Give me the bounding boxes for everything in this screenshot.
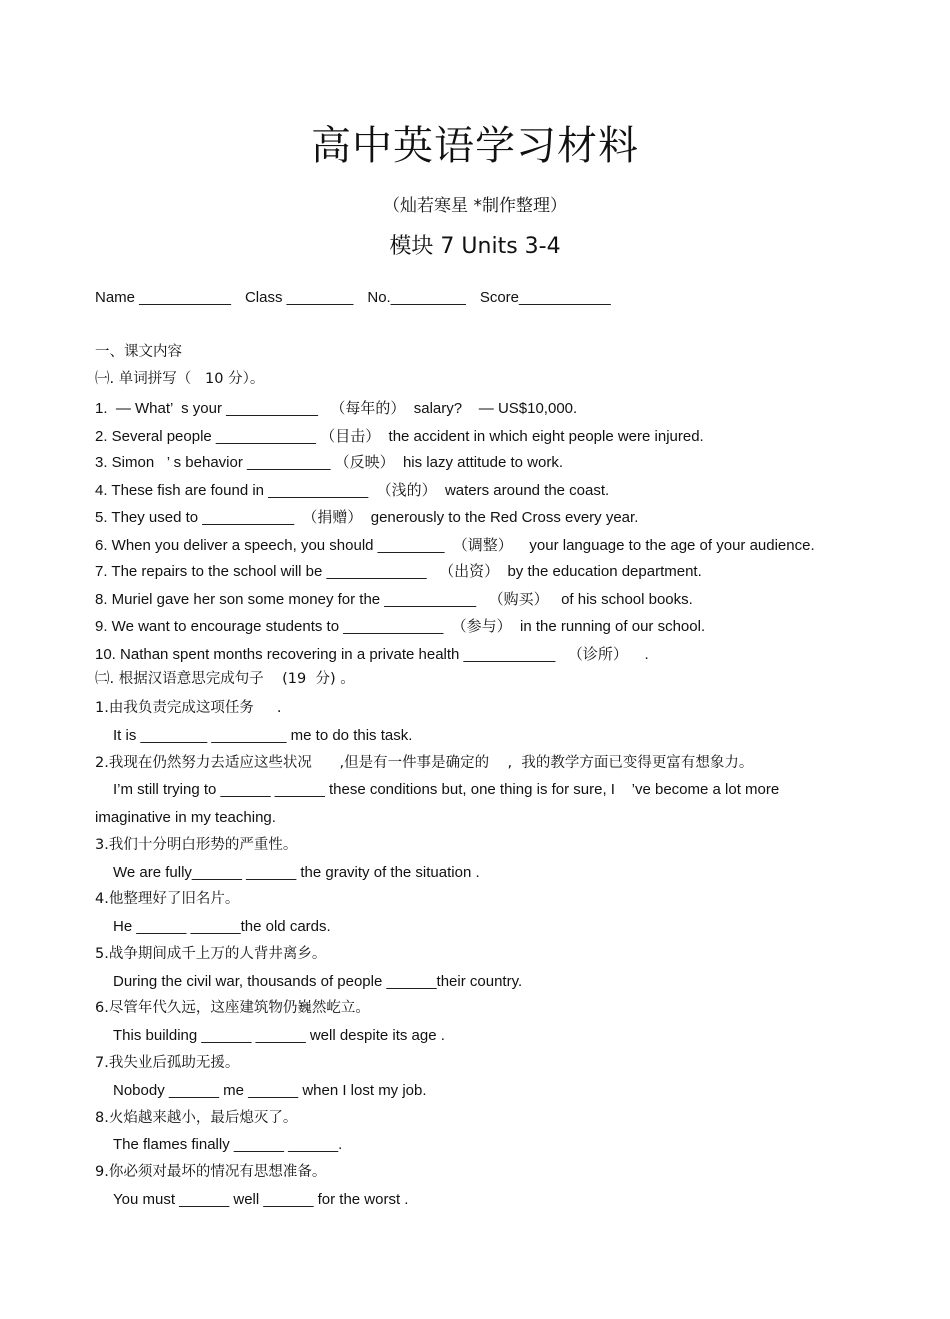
spelling-item: 2. Several people ____________ （目击） the accident in which eight people were injured. [95,428,704,445]
sentence-chinese: 3.我们十分明白形势的严重性。 [95,837,298,853]
sentence-english: During the civil war, thousands of people ______their country. [113,973,523,990]
spelling-item: 1. — What’ s your ___________ （每年的） salary? — US$10,000. [95,400,578,417]
sentence-chinese: 4.他整理好了旧名片。 [95,891,240,907]
document-title: 高中英语学习材料 [311,123,639,169]
sentence-english: I’m still trying to ______ ______ these conditions but, one thing is for sure, I ’ve become a lot more [113,781,780,798]
class-field: Class ________ [244,289,354,306]
sentence-english: It is ________ _________ me to do this task. [113,727,413,744]
spelling-item: 3. Simon ’ s behavior __________ （反映） his lazy attitude to work. [95,454,564,471]
spelling-item: 5. They used to ___________ （捐赠） generously to the Red Cross every year. [95,509,639,526]
score-field: Score___________ [479,289,611,306]
sentence-english: He ______ ______the old cards. [113,918,331,935]
sentence-english: This building ______ ______ well despite its age . [113,1027,445,1044]
spelling-item: 10. Nathan spent months recovering in a private health ___________ （诊所） . [95,646,649,663]
sentence-chinese: 1.由我负责完成这项任务 . [95,700,282,716]
sentence-chinese: 8.火焰越来越小，最后熄灭了。 [95,1110,298,1126]
sentence-chinese: 6.尽管年代久远，这座建筑物仍巍然屹立。 [95,1000,370,1016]
spelling-item: 8. Muriel gave her son some money for the ___________ （购买） of his school books. [95,591,693,608]
part1-heading: ㈠. 单词拼写（ 10 分）。 [95,371,265,387]
section-heading: 一、课文内容 [95,344,182,360]
sentence-chinese: 9.你必须对最坏的情况有思想准备。 [95,1164,327,1180]
sentence-chinese: 5.战争期间成千上万的人背井离乡。 [95,946,327,962]
part2-heading: ㈡. 根据汉语意思完成句子 (19 分) 。 [95,671,355,687]
student-info-row [95,288,625,308]
sentence-chinese: 7.我失业后孤助无援。 [95,1055,240,1071]
name-field: Name ___________ [95,289,231,306]
sentence-english: We are fully______ ______ the gravity of the situation . [113,864,480,881]
module-heading: 模块 7 Units 3-4 [389,234,561,259]
sentence-english-continued: imaginative in my teaching. [95,809,276,826]
spelling-item: 7. The repairs to the school will be ____________ （出资） by the education department. [95,563,702,580]
sentence-chinese: 2.我现在仍然努力去适应这些状况 ,但是有一件事是确定的 , 我的教学方面已变得更富有想象力。 [95,755,754,771]
spelling-item: 4. These fish are found in ____________ （浅的） waters around the coast. [95,482,610,499]
number-field: No._________ [367,289,466,306]
document-subtitle: （灿若寒星 *制作整理） [383,196,567,216]
sentence-english: Nobody ______ me ______ when I lost my job. [113,1082,427,1099]
sentence-english: You must ______ well ______ for the worst . [113,1191,409,1208]
spelling-item: 6. When you deliver a speech, you should ________ （调整） your language to the age of your audience. [95,537,815,554]
sentence-english: The flames finally ______ ______. [113,1136,343,1153]
spelling-item: 9. We want to encourage students to ____________ （参与） in the running of our school. [95,618,706,635]
